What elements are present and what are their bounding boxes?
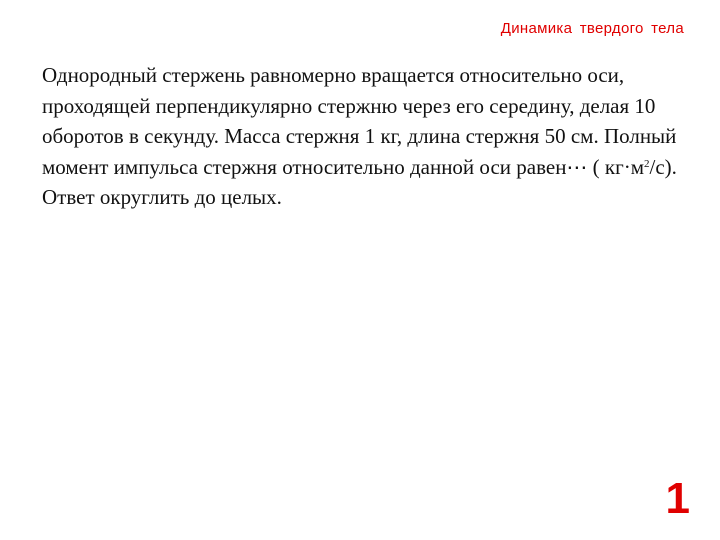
slide-header-title: Динамика твердого тела — [500, 20, 684, 37]
unit-exponent: 2 — [644, 157, 650, 170]
problem-text-main: Однородный стержень равномерно вращается относительно оси, проходящей перпендикулярно стержню через его середину, делая 10 оборотов в секунду. Масса стержня 1 кг, длина стержня 50 см. Полный момент импульса стержня относительно данной оси равен⋯ ( кг·м — [42, 63, 677, 179]
problem-statement — [42, 60, 692, 213]
problem-text-tail: /с). Ответ округлить до целых. — [42, 154, 677, 209]
page-number: 1 — [665, 474, 690, 523]
